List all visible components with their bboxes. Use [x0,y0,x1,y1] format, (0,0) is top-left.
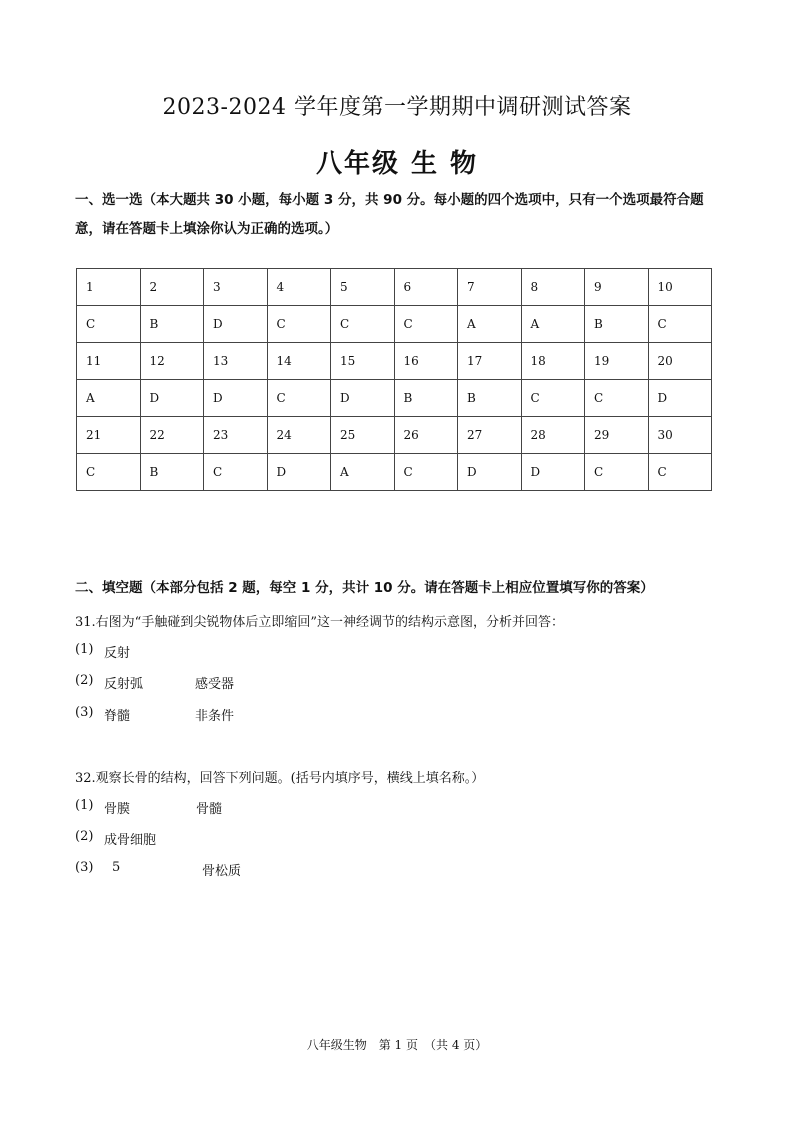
answer-value-2: 骨髓 [196,802,223,817]
answer-cell: D [648,380,712,417]
question-number-cell: 30 [648,417,712,454]
answer-table [76,268,712,491]
question-number-cell: 1 [77,269,141,306]
answer-cell: C [331,306,395,343]
answer-cell: A [77,380,141,417]
answer-value: 5 [112,860,121,875]
answer-cell: B [140,454,204,491]
answer-cell: D [204,306,268,343]
question-number-cell: 4 [267,269,331,306]
subject-title: 八年级 生 物 [315,149,479,179]
answer-cell: B [585,306,649,343]
answer-value: 反射弧 [104,677,144,692]
answer-cell: C [521,380,585,417]
question-number-cell: 12 [140,343,204,380]
answer-cell: D [204,380,268,417]
question-number-cell: 7 [458,269,522,306]
question-number-cell: 28 [521,417,585,454]
question-number-cell: 17 [458,343,522,380]
question-number-cell: 26 [394,417,458,454]
question-number-cell: 27 [458,417,522,454]
table-row [77,454,712,491]
answer-label: (3) [75,705,94,720]
answer-value-2: 骨松质 [202,864,242,879]
question-number-cell: 9 [585,269,649,306]
section1-heading: 一、选一选（本大题共 30 小题，每小题 3 分，共 90 分。每小题的四个选项中，只有一个选项最符合题意，请在答题卡上填涂你认为正确的选项。） [75,192,704,237]
answer-value: 脊髓 [104,709,131,724]
answer-cell: C [77,306,141,343]
table-row [77,417,712,454]
question-number-cell: 15 [331,343,395,380]
question-number-cell: 16 [394,343,458,380]
question-number-cell: 22 [140,417,204,454]
answer-value: 反射 [104,646,131,661]
table-row [77,343,712,380]
answer-value-2: 感受器 [195,677,235,692]
answer-cell: C [648,454,712,491]
question-number-cell: 21 [77,417,141,454]
table-row [77,269,712,306]
answer-cell: A [331,454,395,491]
question-number-cell: 6 [394,269,458,306]
answer-cell: D [331,380,395,417]
answer-cell: D [267,454,331,491]
question-32-stem: 32.观察长骨的结构，回答下列问题。(括号内填序号，横线上填名称。） [75,771,485,786]
section2-heading: 二、填空题（本部分包括 2 题，每空 1 分，共计 10 分。请在答题卡上相应位置填写你的答案） [75,580,654,596]
question-number-cell: 14 [267,343,331,380]
answer-cell: C [77,454,141,491]
question-number-cell: 10 [648,269,712,306]
question-number-cell: 24 [267,417,331,454]
question-number-cell: 19 [585,343,649,380]
answer-cell: C [267,306,331,343]
answer-cell: C [394,306,458,343]
answer-value: 成骨细胞 [104,833,157,848]
answer-cell: C [585,380,649,417]
question-number-cell: 25 [331,417,395,454]
answer-cell: D [140,380,204,417]
answer-label: (3) [75,860,94,875]
answer-cell: B [458,380,522,417]
question-number-cell: 29 [585,417,649,454]
answer-value: 骨膜 [104,802,131,817]
table-row [77,306,712,343]
question-number-cell: 18 [521,343,585,380]
answer-cell: A [521,306,585,343]
question-number-cell: 13 [204,343,268,380]
answer-cell: B [140,306,204,343]
question-number-cell: 3 [204,269,268,306]
question-number-cell: 23 [204,417,268,454]
table-row [77,380,712,417]
answer-cell: D [458,454,522,491]
answer-label: (2) [75,673,94,688]
answer-label: (1) [75,642,94,657]
page-title: 2023-2024 学年度第一学期期中调研测试答案 [162,95,632,120]
answer-cell: C [267,380,331,417]
page-footer: 八年级生物 第 1 页 （共 4 页） [306,1038,488,1052]
answer-label: (2) [75,829,94,844]
question-number-cell: 5 [331,269,395,306]
question-31-stem: 31.右图为“手触碰到尖锐物体后立即缩回”这一神经调节的结构示意图，分析并回答： [75,615,564,630]
question-number-cell: 20 [648,343,712,380]
question-number-cell: 2 [140,269,204,306]
answer-label: (1) [75,798,94,813]
answer-cell: C [585,454,649,491]
answer-cell: C [648,306,712,343]
answer-cell: B [394,380,458,417]
question-number-cell: 8 [521,269,585,306]
answer-cell: C [394,454,458,491]
answer-value-2: 非条件 [195,709,235,724]
answer-cell: D [521,454,585,491]
answer-cell: C [204,454,268,491]
question-number-cell: 11 [77,343,141,380]
answer-cell: A [458,306,522,343]
